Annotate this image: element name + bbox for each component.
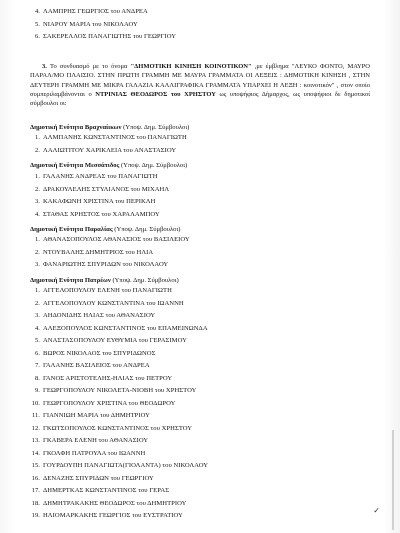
list-item: 18. ΔΗΜΗΤΡΑΚΑΚΗΣ ΘΕΟΔΩΡΟΣ του ΔΗΜΗΤΡΙΟΥ bbox=[31, 499, 187, 507]
section-list-messatidos bbox=[30, 171, 169, 221]
margin-tick-mark: ✓ bbox=[373, 506, 380, 515]
top-candidate-list bbox=[30, 6, 176, 44]
list-item: 14. ΓΚΟΛΦΗ ΠΑΤΡΟΥΛΑ του ΙΩΑΝΝΗ bbox=[31, 449, 146, 457]
list-item: 15. ΓΟΥΡΔΟΥΠΗ ΠΑΝΑΓΙΩΤΑ(ΓΙΟΛΑΝΤΑ) του ΝΙΚΟΛΑΟΥ bbox=[31, 462, 209, 469]
list-item: 1. ΑΛΜΠΑΝΗΣ ΚΩΝΣΤΑΝΤΙΝΟΣ του ΠΑΝΑΓΙΩΤΗ bbox=[34, 134, 187, 141]
list-item: 12. ΓΚΩΤΣΟΠΟΥΛΟΣ ΚΩΝΣΤΑΝΤΙΝΟΣ του ΧΡΗΣΤΟΥ bbox=[31, 424, 193, 432]
list-item: 17. ΔΗΜΕΡΤΚΑΣ ΚΩΝΣΤΑΝΤΙΝΟΣ του ΓΕΡΑΣ bbox=[31, 487, 170, 494]
list-item: 6. ΣΑΚΕΡΕΛΛΟΣ ΠΑΝΑΓΙΩΤΗΣ του ΓΕΩΡΓΙΟΥ bbox=[34, 33, 177, 40]
list-item: 4. ΛΑΜΠΡΗΣ ΓΕΩΡΓΙΟΣ του ΑΝΔΡΕΑ bbox=[34, 8, 148, 15]
list-item: 2. ΝΤΟΥΒΑΛΗΣ ΔΗΜΗΤΡΙΟΣ του ΗΛΙΑ bbox=[34, 248, 154, 256]
list-item: 2. ΔΡΑΚΟΥΛΕΛΗΣ ΣΤΥΛΙΑΝΟΣ του ΜΙΧΑΗΛ bbox=[34, 185, 170, 193]
list-item: 8. ΓΑΝΟΣ ΑΡΙΣΤΟΤΕΛΗΣ-ΗΛΙΑΣ του ΠΕΤΡΟΥ bbox=[34, 374, 173, 382]
list-item: 5. ΑΝΑΣΤΑΣΟΠΟΥΛΟΥ ΕΥΘΥΜΙΑ του ΓΕΡΑΣΙΜΟΥ bbox=[34, 337, 187, 344]
list-item: 13. ΓΚΑΒΕΡΑ ΕΛΕΝΗ του ΑΘΑΝΑΣΙΟΥ bbox=[31, 437, 149, 444]
list-item: 3. ΦΑΝΑΡΙΩΤΗΣ ΣΠΥΡΙΔΩΝ του ΝΙΚΟΛΑΟΥ bbox=[34, 261, 169, 268]
list-item: 4. ΣΤΑΘΑΣ ΧΡΗΣΤΟΣ του ΧΑΡΑΛΑΜΠΟΥ bbox=[34, 210, 160, 218]
list-item: 4. ΑΛΕΞΟΠΟΥΛΟΣ ΚΩΝΣΤΑΝΤΙΝΟΣ του ΕΠΑΜΕΙΝΩΝΔΑ bbox=[34, 324, 208, 332]
coalition-name: "ΔΗΜΟΤΙΚΗ ΚΙΝΗΣΗ ΚΟΙΝΟΤΙΚΟΝ" bbox=[130, 63, 252, 70]
section-list-paralias bbox=[30, 234, 190, 272]
section-title-vrachnaiika: Δημοτική Ενότητα Βραχναίικων (Υποψ. Δημ. Σύμβουλοι) bbox=[30, 124, 190, 131]
list-item: 19. ΗΛΙΟΜΑΡΚΑΚΗΣ ΓΕΩΡΓΙΟΣ του ΕΥΣΤΡΑΤΙΟΥ bbox=[31, 512, 183, 519]
list-item: 6. ΒΩΡΟΣ ΝΙΚΟΛΑΟΣ του ΣΠΥΡΙΔΩΝΟΣ bbox=[34, 349, 156, 357]
list-item: 2. ΑΓΓΕΛΟΠΟΥΛΟΥ ΚΩΝΣΤΑΝΤΙΝΑ του ΙΩΑΝΝΗ bbox=[34, 299, 184, 307]
list-item: 3. ΚΑΚΑΦΩΝΗ ΧΡΙΣΤΙΝΑ του ΠΕΡΙΚΛΗ bbox=[34, 198, 156, 205]
list-item: 11. ΓΙΑΝΝΙΩΗ ΜΑΡΙΑ του ΔΗΜΗΤΡΙΟΥ bbox=[31, 412, 150, 419]
list-item: 9. ΓΕΩΡΓΟΠΟΥΛΟΥ ΝΙΚΟΛΕΤΑ-ΝΙΟΒΗ του ΧΡΗΣΤΟΥ bbox=[34, 387, 197, 394]
section-title-patreon: Δημοτική Ενότητα Πατρέων (Υποψ. Δημ. Σύμβουλοι) bbox=[30, 277, 179, 284]
mayor-candidate: ΝΤΡΙΝΙΑΣ ΘΕΟΔΩΡΟΣ του ΧΡΗΣΤΟΥ bbox=[95, 90, 216, 98]
list-item: 16. ΔΕΝΑΖΗΣ ΣΠΥΡΙΔΩΝ του ΓΕΩΡΓΙΟΥ bbox=[31, 474, 154, 482]
section-list-patreon bbox=[30, 285, 208, 523]
list-item: 1. ΑΘΑΝΑΣΟΠΟΥΛΟΣ ΑΘΑΝΑΣΙΟΣ του ΒΑΣΙΛΕΙΟΥ bbox=[34, 236, 190, 243]
list-item: 7. ΓΑΛΑΝΗΣ ΒΑΣΙΛΕΙΟΣ του ΑΝΔΡΕΑ bbox=[34, 362, 150, 369]
list-item: 10. ΓΕΩΡΓΟΠΟΥΛΟΥ ΧΡΙΣΤΙΝΑ του ΘΕΟΔΩΡΟΥ bbox=[31, 399, 176, 407]
coalition-paragraph: 3. Το συνδυασμό με το όνομα "ΔΗΜΟΤΙΚΗ ΚΙΝΗΣΗ ΚΟΙΝΟΤΙΚΟΝ" ,με έμβλημα "ΛΕΥΚΟ ΦΟΝΤΟ, ΜΑΥΡΟ ΠΑΡΑΛ/ΜΟ ΠΛΑΙΣΙΟ. ΣΤΗΝ ΠΡΩΤΗ ΓΡΑΜΜΗ ΜΕ ΜΑΥΡΑ ΓΡΑΜΜΑΤΑ ΟΙ ΛΕΞΕΙΣ : ΔΗΜΟΤΙΚΗ ΚΙΝΗΣΗ , ΣΤΗΝ ΔΕΥΤΕΡΗ ΓΡΑΜΜΗ ΜΕ ΜΙΚΡΑ ΓΑΛΑΖΙΑ ΚΑΛΛΙΓΡΑΦΙΚΑ ΓΡΑΜΜΑΤΑ ΥΠΑΡΧΕΙ Η ΛΕΞΗ : κοινοτικόν" , στον οποίο συμπεριλαμβάνονται ο ΝΤΡΙΝΙΑΣ ΘΕΟΔΩΡΟΣ του ΧΡΗΣΤΟΥ ως υποψήφιος Δήμαρχος, ως υποψήφιοι δε δημοτικοί σύμβουλοι οι: bbox=[30, 63, 370, 108]
section-list-vrachnaiika bbox=[30, 132, 187, 157]
list-item: 1. ΓΑΛΑΝΗΣ ΑΝΔΡΕΑΣ του ΠΑΝΑΓΙΩΤΗ bbox=[34, 173, 158, 180]
scan-edge-shadow bbox=[392, 430, 394, 530]
list-item: 5. ΝΙΑΡΟΥ ΜΑΡΙΑ του ΝΙΚΟΛΑΟΥ bbox=[34, 20, 138, 28]
list-item: 2. ΛΑΛΙΩΤΙΤΟΥ ΧΑΡΙΚΛΕΙΑ του ΑΝΑΣΤΑΣΙΟΥ bbox=[34, 146, 177, 154]
list-item: 1. ΑΓΓΕΛΟΠΟΥΛΟΥ ΕΛΕΝΗ του ΠΑΝΑΓΙΩΤΗ bbox=[34, 287, 172, 294]
section-title-messatidos: Δημοτική Ενότητα Μεσσάτιδος (Υποψ. Δημ. Σύμβουλοι) bbox=[30, 162, 188, 169]
list-item: 3. ΑΗΔΟΝΙΔΗΣ ΗΛΙΑΣ του ΑΘΑΝΑΣΙΟΥ bbox=[34, 312, 156, 319]
paragraph-number: 3. bbox=[42, 63, 47, 70]
section-title-paralias: Δημοτική Ενότητα Παραλίας (Υποψ. Δημ. Σύμβουλοι) bbox=[30, 226, 181, 233]
